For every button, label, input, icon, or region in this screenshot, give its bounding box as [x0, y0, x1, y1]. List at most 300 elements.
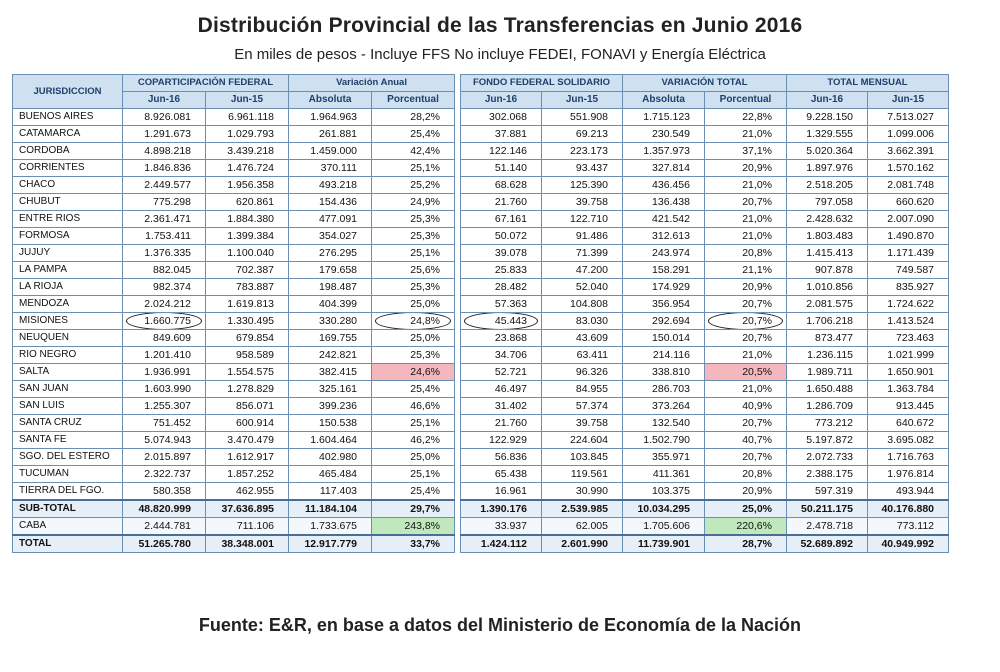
copart-jun16-cell: 849.609 — [123, 330, 206, 347]
tm-jun16-cell: 1.706.218 — [787, 313, 868, 330]
vt-porcentual-cell: 20,8% — [705, 466, 787, 483]
ffs-jun15-cell: 224.604 — [542, 432, 623, 449]
ffs-jun16-cell: 51.140 — [461, 160, 542, 177]
document-title: Distribución Provincial de las Transferencias en Junio 2016 — [197, 14, 803, 37]
table-row — [13, 228, 455, 245]
tm-jun16-cell: 1.803.483 — [787, 228, 868, 245]
table-row — [461, 245, 949, 262]
copart-jun15-cell: 1.619.813 — [206, 296, 289, 313]
tm-jun16-cell: 50.211.175 — [787, 500, 868, 518]
table-row — [13, 381, 455, 398]
var-porcentual-cell: 25,1% — [372, 160, 455, 177]
jurisdiccion-cell: SAN JUAN — [13, 381, 123, 398]
table-row — [13, 535, 455, 553]
vt-porcentual-cell: 40,7% — [705, 432, 787, 449]
tm-jun16-cell: 52.689.892 — [787, 535, 868, 553]
copart-jun15-cell: 1.554.575 — [206, 364, 289, 381]
copart-jun16-cell: 1.255.307 — [123, 398, 206, 415]
table-row — [461, 330, 949, 347]
header-tm-jun16: Jun-16 — [787, 92, 868, 109]
table-row — [13, 313, 455, 330]
copart-jun16-cell: 8.926.081 — [123, 109, 206, 126]
tm-jun15-cell: 1.650.901 — [868, 364, 949, 381]
var-porcentual-cell: 24,6% — [372, 364, 455, 381]
copart-jun15-cell: 1.884.380 — [206, 211, 289, 228]
ffs-jun16-cell: 21.760 — [461, 194, 542, 211]
tm-jun16-cell: 5.197.872 — [787, 432, 868, 449]
table-row — [461, 109, 949, 126]
vt-absoluta-cell: 103.375 — [623, 483, 705, 501]
copart-jun15-cell: 856.071 — [206, 398, 289, 415]
tm-jun15-cell: 1.363.784 — [868, 381, 949, 398]
ffs-jun16-cell: 45.443 — [461, 313, 542, 330]
vt-porcentual-cell: 20,9% — [705, 279, 787, 296]
tm-jun15-cell: 40.949.992 — [868, 535, 949, 553]
tm-jun15-cell: 7.513.027 — [868, 109, 949, 126]
header-variacion-anual: Variación Anual — [289, 75, 455, 92]
vt-absoluta-cell: 150.014 — [623, 330, 705, 347]
tm-jun16-cell: 1.897.976 — [787, 160, 868, 177]
vt-absoluta-cell: 436.456 — [623, 177, 705, 194]
copart-jun16-cell: 2.361.471 — [123, 211, 206, 228]
var-absoluta-cell: 1.459.000 — [289, 143, 372, 160]
tm-jun16-cell: 5.020.364 — [787, 143, 868, 160]
jurisdiccion-cell: CABA — [13, 518, 123, 536]
jurisdiccion-cell: TIERRA DEL FGO. — [13, 483, 123, 501]
ffs-jun16-cell: 25.833 — [461, 262, 542, 279]
table-row — [461, 398, 949, 415]
coparticipacion-table — [12, 74, 455, 553]
var-porcentual-cell: 25,3% — [372, 347, 455, 364]
ffs-jun15-cell: 39.758 — [542, 194, 623, 211]
var-porcentual-cell: 24,8% — [372, 313, 455, 330]
tm-jun15-cell: 1.570.162 — [868, 160, 949, 177]
var-porcentual-cell: 25,3% — [372, 279, 455, 296]
vt-absoluta-cell: 1.502.790 — [623, 432, 705, 449]
vt-porcentual-cell: 220,6% — [705, 518, 787, 536]
ffs-jun16-cell: 34.706 — [461, 347, 542, 364]
ffs-jun16-cell: 39.078 — [461, 245, 542, 262]
var-porcentual-cell: 25,3% — [372, 211, 455, 228]
ffs-jun15-cell: 103.845 — [542, 449, 623, 466]
tm-jun15-cell: 1.099.006 — [868, 126, 949, 143]
copart-jun15-cell: 37.636.895 — [206, 500, 289, 518]
ffs-jun16-cell: 33.937 — [461, 518, 542, 536]
jurisdiccion-cell: CORRIENTES — [13, 160, 123, 177]
table-row — [13, 279, 455, 296]
var-absoluta-cell: 354.027 — [289, 228, 372, 245]
jurisdiccion-cell: LA PAMPA — [13, 262, 123, 279]
var-porcentual-cell: 25,3% — [372, 228, 455, 245]
var-absoluta-cell: 154.436 — [289, 194, 372, 211]
tm-jun15-cell: 493.944 — [868, 483, 949, 501]
table-row — [461, 449, 949, 466]
ffs-jun15-cell: 104.808 — [542, 296, 623, 313]
copart-jun15-cell: 711.106 — [206, 518, 289, 536]
jurisdiccion-cell: SUB-TOTAL — [13, 500, 123, 518]
vt-absoluta-cell: 327.814 — [623, 160, 705, 177]
tm-jun15-cell: 1.021.999 — [868, 347, 949, 364]
table-row — [461, 466, 949, 483]
vt-absoluta-cell: 355.971 — [623, 449, 705, 466]
vt-porcentual-cell: 21,0% — [705, 347, 787, 364]
table-row — [13, 500, 455, 518]
var-absoluta-cell: 169.755 — [289, 330, 372, 347]
table-row — [13, 347, 455, 364]
tm-jun15-cell: 835.927 — [868, 279, 949, 296]
tm-jun15-cell: 1.413.524 — [868, 313, 949, 330]
table-row — [461, 211, 949, 228]
var-porcentual-cell: 243,8% — [372, 518, 455, 536]
var-absoluta-cell: 493.218 — [289, 177, 372, 194]
copart-jun15-cell: 6.961.118 — [206, 109, 289, 126]
vt-absoluta-cell: 10.034.295 — [623, 500, 705, 518]
vt-porcentual-cell: 20,7% — [705, 194, 787, 211]
table-row — [461, 535, 949, 553]
table-separator — [455, 74, 459, 607]
table-row — [13, 398, 455, 415]
table-row — [461, 483, 949, 501]
copart-jun15-cell: 1.330.495 — [206, 313, 289, 330]
tm-jun16-cell: 1.010.856 — [787, 279, 868, 296]
vt-porcentual-cell: 21,0% — [705, 126, 787, 143]
var-absoluta-cell: 1.733.675 — [289, 518, 372, 536]
table-row — [13, 432, 455, 449]
copart-jun15-cell: 1.029.793 — [206, 126, 289, 143]
vt-porcentual-cell: 37,1% — [705, 143, 787, 160]
var-porcentual-cell: 25,1% — [372, 415, 455, 432]
var-porcentual-cell: 25,4% — [372, 483, 455, 501]
ffs-jun16-cell: 57.363 — [461, 296, 542, 313]
jurisdiccion-cell: BUENOS AIRES — [13, 109, 123, 126]
table-row — [461, 518, 949, 536]
table-row — [461, 126, 949, 143]
header-ffs-jun16: Jun-16 — [461, 92, 542, 109]
copart-jun16-cell: 2.024.212 — [123, 296, 206, 313]
copart-jun16-cell: 1.376.335 — [123, 245, 206, 262]
vt-absoluta-cell: 158.291 — [623, 262, 705, 279]
var-absoluta-cell: 276.295 — [289, 245, 372, 262]
vt-absoluta-cell: 338.810 — [623, 364, 705, 381]
jurisdiccion-cell: SAN LUIS — [13, 398, 123, 415]
copart-jun16-cell: 1.603.990 — [123, 381, 206, 398]
vt-porcentual-cell: 20,7% — [705, 415, 787, 432]
ffs-jun16-cell: 122.146 — [461, 143, 542, 160]
var-porcentual-cell: 25,4% — [372, 381, 455, 398]
ffs-jun15-cell: 39.758 — [542, 415, 623, 432]
ffs-jun15-cell: 119.561 — [542, 466, 623, 483]
tm-jun16-cell: 2.072.733 — [787, 449, 868, 466]
var-absoluta-cell: 477.091 — [289, 211, 372, 228]
header-total-mensual: TOTAL MENSUAL — [787, 75, 949, 92]
var-absoluta-cell: 465.484 — [289, 466, 372, 483]
ffs-jun15-cell: 2.539.985 — [542, 500, 623, 518]
copart-jun15-cell: 620.861 — [206, 194, 289, 211]
table-row — [13, 466, 455, 483]
table-row — [13, 211, 455, 228]
copart-jun15-cell: 1.857.252 — [206, 466, 289, 483]
tm-jun16-cell: 1.236.115 — [787, 347, 868, 364]
table-row — [13, 109, 455, 126]
tm-jun16-cell: 1.286.709 — [787, 398, 868, 415]
vt-porcentual-cell: 21,0% — [705, 381, 787, 398]
vt-absoluta-cell: 312.613 — [623, 228, 705, 245]
ffs-jun16-cell: 56.836 — [461, 449, 542, 466]
table-row — [13, 518, 455, 536]
jurisdiccion-cell: TOTAL — [13, 535, 123, 553]
vt-porcentual-cell: 21,0% — [705, 211, 787, 228]
jurisdiccion-cell: TUCUMAN — [13, 466, 123, 483]
copart-jun16-cell: 2.322.737 — [123, 466, 206, 483]
copart-jun16-cell: 580.358 — [123, 483, 206, 501]
copart-jun16-cell: 982.374 — [123, 279, 206, 296]
ffs-jun16-cell: 23.868 — [461, 330, 542, 347]
jurisdiccion-cell: ENTRE RIOS — [13, 211, 123, 228]
ffs-jun16-cell: 122.929 — [461, 432, 542, 449]
table-row — [13, 483, 455, 501]
table-row — [13, 415, 455, 432]
tm-jun16-cell: 773.212 — [787, 415, 868, 432]
ffs-jun15-cell: 52.040 — [542, 279, 623, 296]
ffs-jun15-cell: 223.173 — [542, 143, 623, 160]
ffs-jun16-cell: 31.402 — [461, 398, 542, 415]
copart-jun15-cell: 1.278.829 — [206, 381, 289, 398]
copart-jun15-cell: 679.854 — [206, 330, 289, 347]
header-ffs-jun15: Jun-15 — [542, 92, 623, 109]
ffs-jun15-cell: 47.200 — [542, 262, 623, 279]
ffs-jun16-cell: 21.760 — [461, 415, 542, 432]
tm-jun15-cell: 913.445 — [868, 398, 949, 415]
header-absoluta: Absoluta — [289, 92, 372, 109]
var-porcentual-cell: 25,0% — [372, 296, 455, 313]
vt-porcentual-cell: 21,0% — [705, 228, 787, 245]
jurisdiccion-cell: LA RIOJA — [13, 279, 123, 296]
ffs-jun16-cell: 67.161 — [461, 211, 542, 228]
table-row — [461, 432, 949, 449]
table-row — [13, 262, 455, 279]
ffs-jun16-cell: 28.482 — [461, 279, 542, 296]
vt-absoluta-cell: 1.705.606 — [623, 518, 705, 536]
var-porcentual-cell: 29,7% — [372, 500, 455, 518]
ffs-jun16-cell: 37.881 — [461, 126, 542, 143]
copart-jun16-cell: 51.265.780 — [123, 535, 206, 553]
tm-jun15-cell: 1.490.870 — [868, 228, 949, 245]
fondo-solidario-table — [460, 74, 949, 553]
vt-absoluta-cell: 421.542 — [623, 211, 705, 228]
table-row — [461, 381, 949, 398]
var-absoluta-cell: 1.604.464 — [289, 432, 372, 449]
jurisdiccion-cell: FORMOSA — [13, 228, 123, 245]
tm-jun15-cell: 1.724.622 — [868, 296, 949, 313]
copart-jun16-cell: 1.291.673 — [123, 126, 206, 143]
vt-porcentual-cell: 40,9% — [705, 398, 787, 415]
table-row — [461, 296, 949, 313]
copart-jun16-cell: 1.846.836 — [123, 160, 206, 177]
tm-jun15-cell: 3.695.082 — [868, 432, 949, 449]
ffs-jun16-cell: 46.497 — [461, 381, 542, 398]
vt-absoluta-cell: 356.954 — [623, 296, 705, 313]
tm-jun15-cell: 2.081.748 — [868, 177, 949, 194]
var-absoluta-cell: 325.161 — [289, 381, 372, 398]
ffs-jun16-cell: 68.628 — [461, 177, 542, 194]
vt-absoluta-cell: 243.974 — [623, 245, 705, 262]
jurisdiccion-cell: SGO. DEL ESTERO — [13, 449, 123, 466]
table-row — [461, 364, 949, 381]
header-vt-absoluta: Absoluta — [623, 92, 705, 109]
copart-jun16-cell: 1.936.991 — [123, 364, 206, 381]
var-absoluta-cell: 261.881 — [289, 126, 372, 143]
copart-jun16-cell: 1.753.411 — [123, 228, 206, 245]
copart-jun15-cell: 38.348.001 — [206, 535, 289, 553]
jurisdiccion-cell: SANTA CRUZ — [13, 415, 123, 432]
tm-jun16-cell: 597.319 — [787, 483, 868, 501]
table-row — [461, 160, 949, 177]
copart-jun15-cell: 600.914 — [206, 415, 289, 432]
var-porcentual-cell: 25,0% — [372, 449, 455, 466]
ffs-jun15-cell: 43.609 — [542, 330, 623, 347]
vt-absoluta-cell: 11.739.901 — [623, 535, 705, 553]
vt-porcentual-cell: 21,1% — [705, 262, 787, 279]
tm-jun16-cell: 9.228.150 — [787, 109, 868, 126]
jurisdiccion-cell: NEUQUEN — [13, 330, 123, 347]
tm-jun16-cell: 2.388.175 — [787, 466, 868, 483]
vt-absoluta-cell: 373.264 — [623, 398, 705, 415]
header-jun16: Jun-16 — [123, 92, 206, 109]
var-absoluta-cell: 402.980 — [289, 449, 372, 466]
vt-absoluta-cell: 136.438 — [623, 194, 705, 211]
table-row — [13, 245, 455, 262]
copart-jun15-cell: 702.387 — [206, 262, 289, 279]
jurisdiccion-cell: CHUBUT — [13, 194, 123, 211]
ffs-jun16-cell: 52.721 — [461, 364, 542, 381]
table-row — [461, 415, 949, 432]
ffs-jun15-cell: 69.213 — [542, 126, 623, 143]
table-row — [461, 313, 949, 330]
vt-porcentual-cell: 20,7% — [705, 330, 787, 347]
var-porcentual-cell: 25,1% — [372, 245, 455, 262]
var-absoluta-cell: 117.403 — [289, 483, 372, 501]
vt-porcentual-cell: 21,0% — [705, 177, 787, 194]
table-row — [461, 143, 949, 160]
table-row — [13, 126, 455, 143]
vt-porcentual-cell: 20,9% — [705, 483, 787, 501]
copart-jun15-cell: 1.476.724 — [206, 160, 289, 177]
tm-jun15-cell: 723.463 — [868, 330, 949, 347]
table-row — [461, 262, 949, 279]
vt-absoluta-cell: 174.929 — [623, 279, 705, 296]
table-row — [13, 364, 455, 381]
tm-jun16-cell: 2.428.632 — [787, 211, 868, 228]
tm-jun15-cell: 3.662.391 — [868, 143, 949, 160]
ffs-jun16-cell: 1.424.112 — [461, 535, 542, 553]
var-porcentual-cell: 25,4% — [372, 126, 455, 143]
jurisdiccion-cell: RIO NEGRO — [13, 347, 123, 364]
var-absoluta-cell: 399.236 — [289, 398, 372, 415]
ffs-jun15-cell: 62.005 — [542, 518, 623, 536]
copart-jun16-cell: 2.444.781 — [123, 518, 206, 536]
vt-porcentual-cell: 22,8% — [705, 109, 787, 126]
vt-porcentual-cell: 20,8% — [705, 245, 787, 262]
tm-jun15-cell: 1.716.763 — [868, 449, 949, 466]
vt-absoluta-cell: 1.357.973 — [623, 143, 705, 160]
ffs-jun15-cell: 71.399 — [542, 245, 623, 262]
var-absoluta-cell: 370.111 — [289, 160, 372, 177]
tm-jun16-cell: 2.518.205 — [787, 177, 868, 194]
copart-jun15-cell: 1.100.040 — [206, 245, 289, 262]
ffs-jun15-cell: 2.601.990 — [542, 535, 623, 553]
ffs-jun16-cell: 302.068 — [461, 109, 542, 126]
copart-jun16-cell: 2.449.577 — [123, 177, 206, 194]
header-tm-jun15: Jun-15 — [868, 92, 949, 109]
copart-jun16-cell: 4.898.218 — [123, 143, 206, 160]
copart-jun15-cell: 958.589 — [206, 347, 289, 364]
tm-jun15-cell: 640.672 — [868, 415, 949, 432]
tm-jun16-cell: 2.081.575 — [787, 296, 868, 313]
table-row — [461, 279, 949, 296]
table-row — [461, 177, 949, 194]
tm-jun16-cell: 1.415.413 — [787, 245, 868, 262]
copart-jun16-cell: 1.201.410 — [123, 347, 206, 364]
jurisdiccion-cell: CHACO — [13, 177, 123, 194]
var-absoluta-cell: 198.487 — [289, 279, 372, 296]
copart-jun16-cell: 48.820.999 — [123, 500, 206, 518]
vt-porcentual-cell: 20,7% — [705, 313, 787, 330]
ffs-jun16-cell: 65.438 — [461, 466, 542, 483]
var-absoluta-cell: 404.399 — [289, 296, 372, 313]
copart-jun15-cell: 1.399.384 — [206, 228, 289, 245]
var-porcentual-cell: 42,4% — [372, 143, 455, 160]
var-absoluta-cell: 11.184.104 — [289, 500, 372, 518]
header-jun15: Jun-15 — [206, 92, 289, 109]
copart-jun16-cell: 1.660.775 — [123, 313, 206, 330]
ffs-jun16-cell: 50.072 — [461, 228, 542, 245]
tm-jun16-cell: 907.878 — [787, 262, 868, 279]
ffs-jun15-cell: 63.411 — [542, 347, 623, 364]
var-porcentual-cell: 24,9% — [372, 194, 455, 211]
vt-porcentual-cell: 20,5% — [705, 364, 787, 381]
table-row — [13, 160, 455, 177]
var-porcentual-cell: 25,0% — [372, 330, 455, 347]
var-absoluta-cell: 242.821 — [289, 347, 372, 364]
tm-jun15-cell: 749.587 — [868, 262, 949, 279]
ffs-jun15-cell: 57.374 — [542, 398, 623, 415]
table-row — [13, 194, 455, 211]
table-row — [461, 228, 949, 245]
vt-porcentual-cell: 20,7% — [705, 449, 787, 466]
table-row — [461, 194, 949, 211]
vt-porcentual-cell: 20,9% — [705, 160, 787, 177]
ffs-jun15-cell: 30.990 — [542, 483, 623, 501]
copart-jun15-cell: 462.955 — [206, 483, 289, 501]
jurisdiccion-cell: CATAMARCA — [13, 126, 123, 143]
tm-jun16-cell: 1.650.488 — [787, 381, 868, 398]
tm-jun15-cell: 660.620 — [868, 194, 949, 211]
ffs-jun15-cell: 93.437 — [542, 160, 623, 177]
vt-porcentual-cell: 28,7% — [705, 535, 787, 553]
ffs-jun15-cell: 96.326 — [542, 364, 623, 381]
ffs-jun16-cell: 1.390.176 — [461, 500, 542, 518]
var-porcentual-cell: 28,2% — [372, 109, 455, 126]
copart-jun16-cell: 5.074.943 — [123, 432, 206, 449]
tm-jun15-cell: 1.171.439 — [868, 245, 949, 262]
var-absoluta-cell: 1.964.963 — [289, 109, 372, 126]
jurisdiccion-cell: SANTA FE — [13, 432, 123, 449]
ffs-jun15-cell: 551.908 — [542, 109, 623, 126]
tm-jun15-cell: 40.176.880 — [868, 500, 949, 518]
ffs-jun15-cell: 84.955 — [542, 381, 623, 398]
vt-absoluta-cell: 132.540 — [623, 415, 705, 432]
table-row — [461, 500, 949, 518]
